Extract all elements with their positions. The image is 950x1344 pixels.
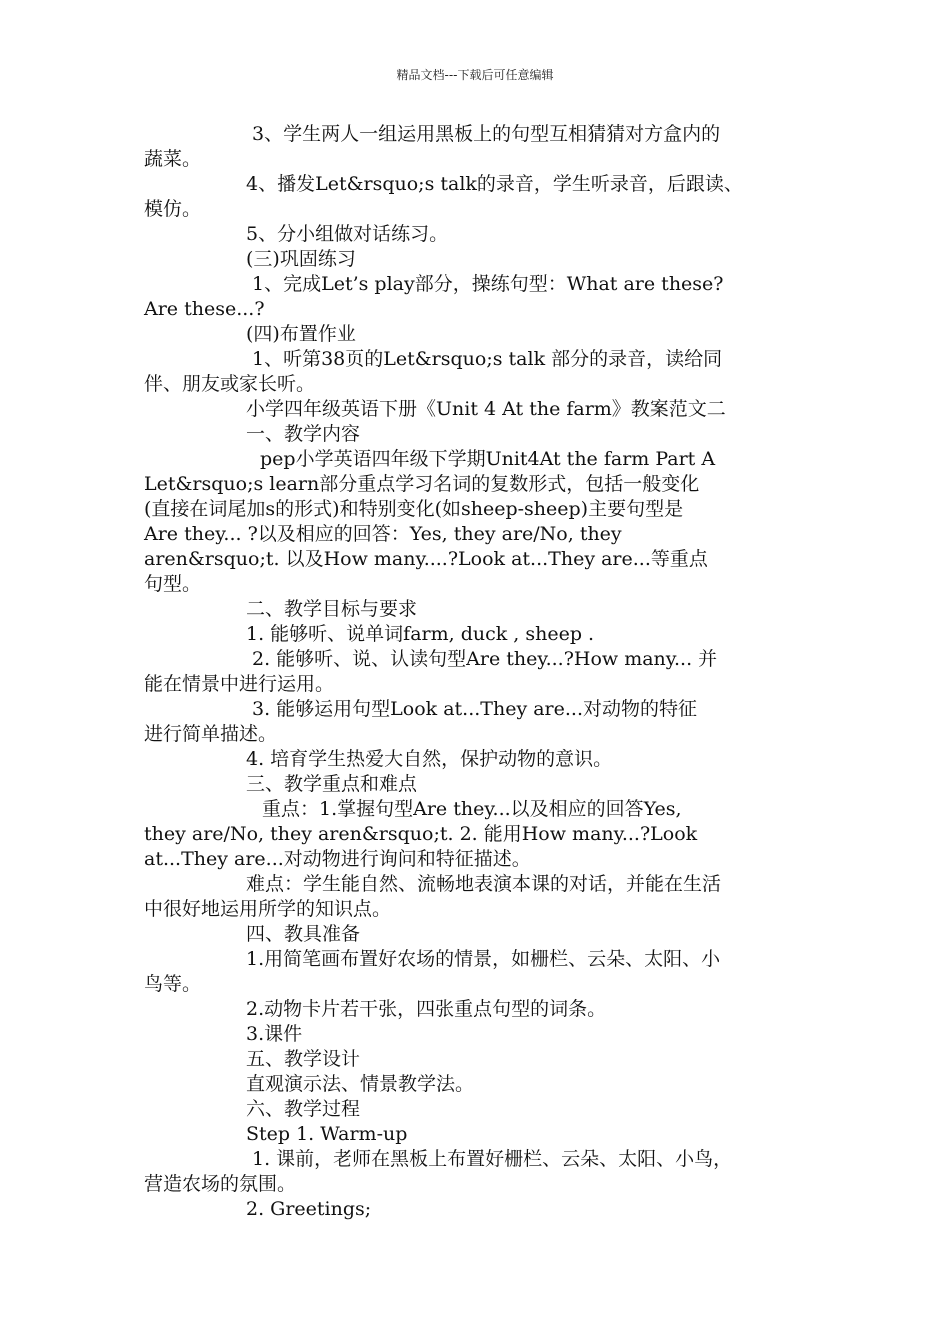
document-title: 小学四年级英语下册《Unit 4 At the farm》教案范文二: [246, 398, 726, 420]
text-line: 难点：学生能自然、流畅地表演本课的对话，并能在生活: [246, 873, 722, 895]
text-line: at...They are...对动物进行询问和特征描述。: [144, 848, 531, 870]
section-heading: 五、教学设计: [246, 1048, 361, 1070]
text-line: 伴、朋友或家长听。: [144, 373, 316, 395]
document-body: [144, 122, 808, 1222]
section-heading: 二、教学目标与要求: [246, 598, 418, 620]
text-line: 鸟等。: [144, 973, 202, 995]
text-line: 蔬菜。: [144, 148, 202, 170]
text-line: 1. 能够听、说单词farm, duck , sheep .: [246, 623, 595, 645]
text-line: 1.用简笔画布置好农场的情景，如栅栏、云朵、太阳、小: [246, 948, 721, 970]
text-line: pep小学英语四年级下学期Unit4At the farm Part A: [260, 448, 716, 470]
text-line: 直观演示法、情景教学法。: [246, 1073, 475, 1095]
text-line: 4. 培育学生热爱大自然，保护动物的意识。: [246, 748, 613, 770]
text-line: 模仿。: [144, 198, 202, 220]
text-line: 5、分小组做对话练习。: [246, 223, 449, 245]
section-heading: 一、教学内容: [246, 423, 361, 445]
text-line: they are/No, they aren&rsquo;t. 2. 能用How many...?Look: [144, 823, 698, 845]
text-line: 1. 课前，老师在黑板上布置好栅栏、云朵、太阳、小鸟，: [252, 1148, 733, 1170]
text-line: (直接在词尾加s的形式)和特别变化(如sheep-sheep)主要句型是: [144, 498, 684, 520]
text-line: 4、播发Let&rsquo;s talk的录音，学生听录音，后跟读、: [246, 173, 743, 195]
text-line: 2. 能够听、说、认读句型Are they...?How many... 并: [252, 648, 718, 670]
text-line: 2. Greetings;: [246, 1198, 372, 1220]
text-line: Are these...?: [144, 298, 265, 320]
text-line: 能在情景中进行运用。: [144, 673, 335, 695]
text-line: 2.动物卡片若干张，四张重点句型的词条。: [246, 998, 607, 1020]
text-line: 重点：1.掌握句型Are they...以及相应的回答Yes,: [262, 798, 682, 820]
page-header: 精品文档---下载后可任意编辑: [396, 68, 554, 82]
section-heading: 三、教学重点和难点: [246, 773, 418, 795]
section-heading: 四、教具准备: [246, 923, 361, 945]
section-heading: (四)布置作业: [246, 323, 356, 345]
text-line: 中很好地运用所学的知识点。: [144, 898, 392, 920]
text-line: 3.课件: [246, 1023, 303, 1045]
section-heading: (三)巩固练习: [246, 248, 356, 270]
text-line: 句型。: [144, 573, 202, 595]
text-line: 进行简单描述。: [144, 723, 278, 745]
text-line: 3、学生两人一组运用黑板上的句型互相猜猜对方盒内的: [252, 123, 721, 145]
section-heading: 六、教学过程: [246, 1098, 361, 1120]
text-line: 3. 能够运用句型Look at...They are...对动物的特征: [252, 698, 697, 720]
text-line: Are they... ?以及相应的回答：Yes, they are/No, they: [144, 523, 622, 545]
text-line: aren&rsquo;t. 以及How many....?Look at...They are...等重点: [144, 548, 708, 570]
text-line: 1、听第38页的Let&rsquo;s talk 部分的录音，读给同: [252, 348, 723, 370]
text-line: 1、完成Let’s play部分，操练句型：What are these?: [252, 273, 724, 295]
text-line: Let&rsquo;s learn部分重点学习名词的复数形式，包括一般变化: [144, 473, 700, 495]
text-line: 营造农场的氛围。: [144, 1173, 297, 1195]
text-line: Step 1. Warm-up: [246, 1123, 408, 1145]
